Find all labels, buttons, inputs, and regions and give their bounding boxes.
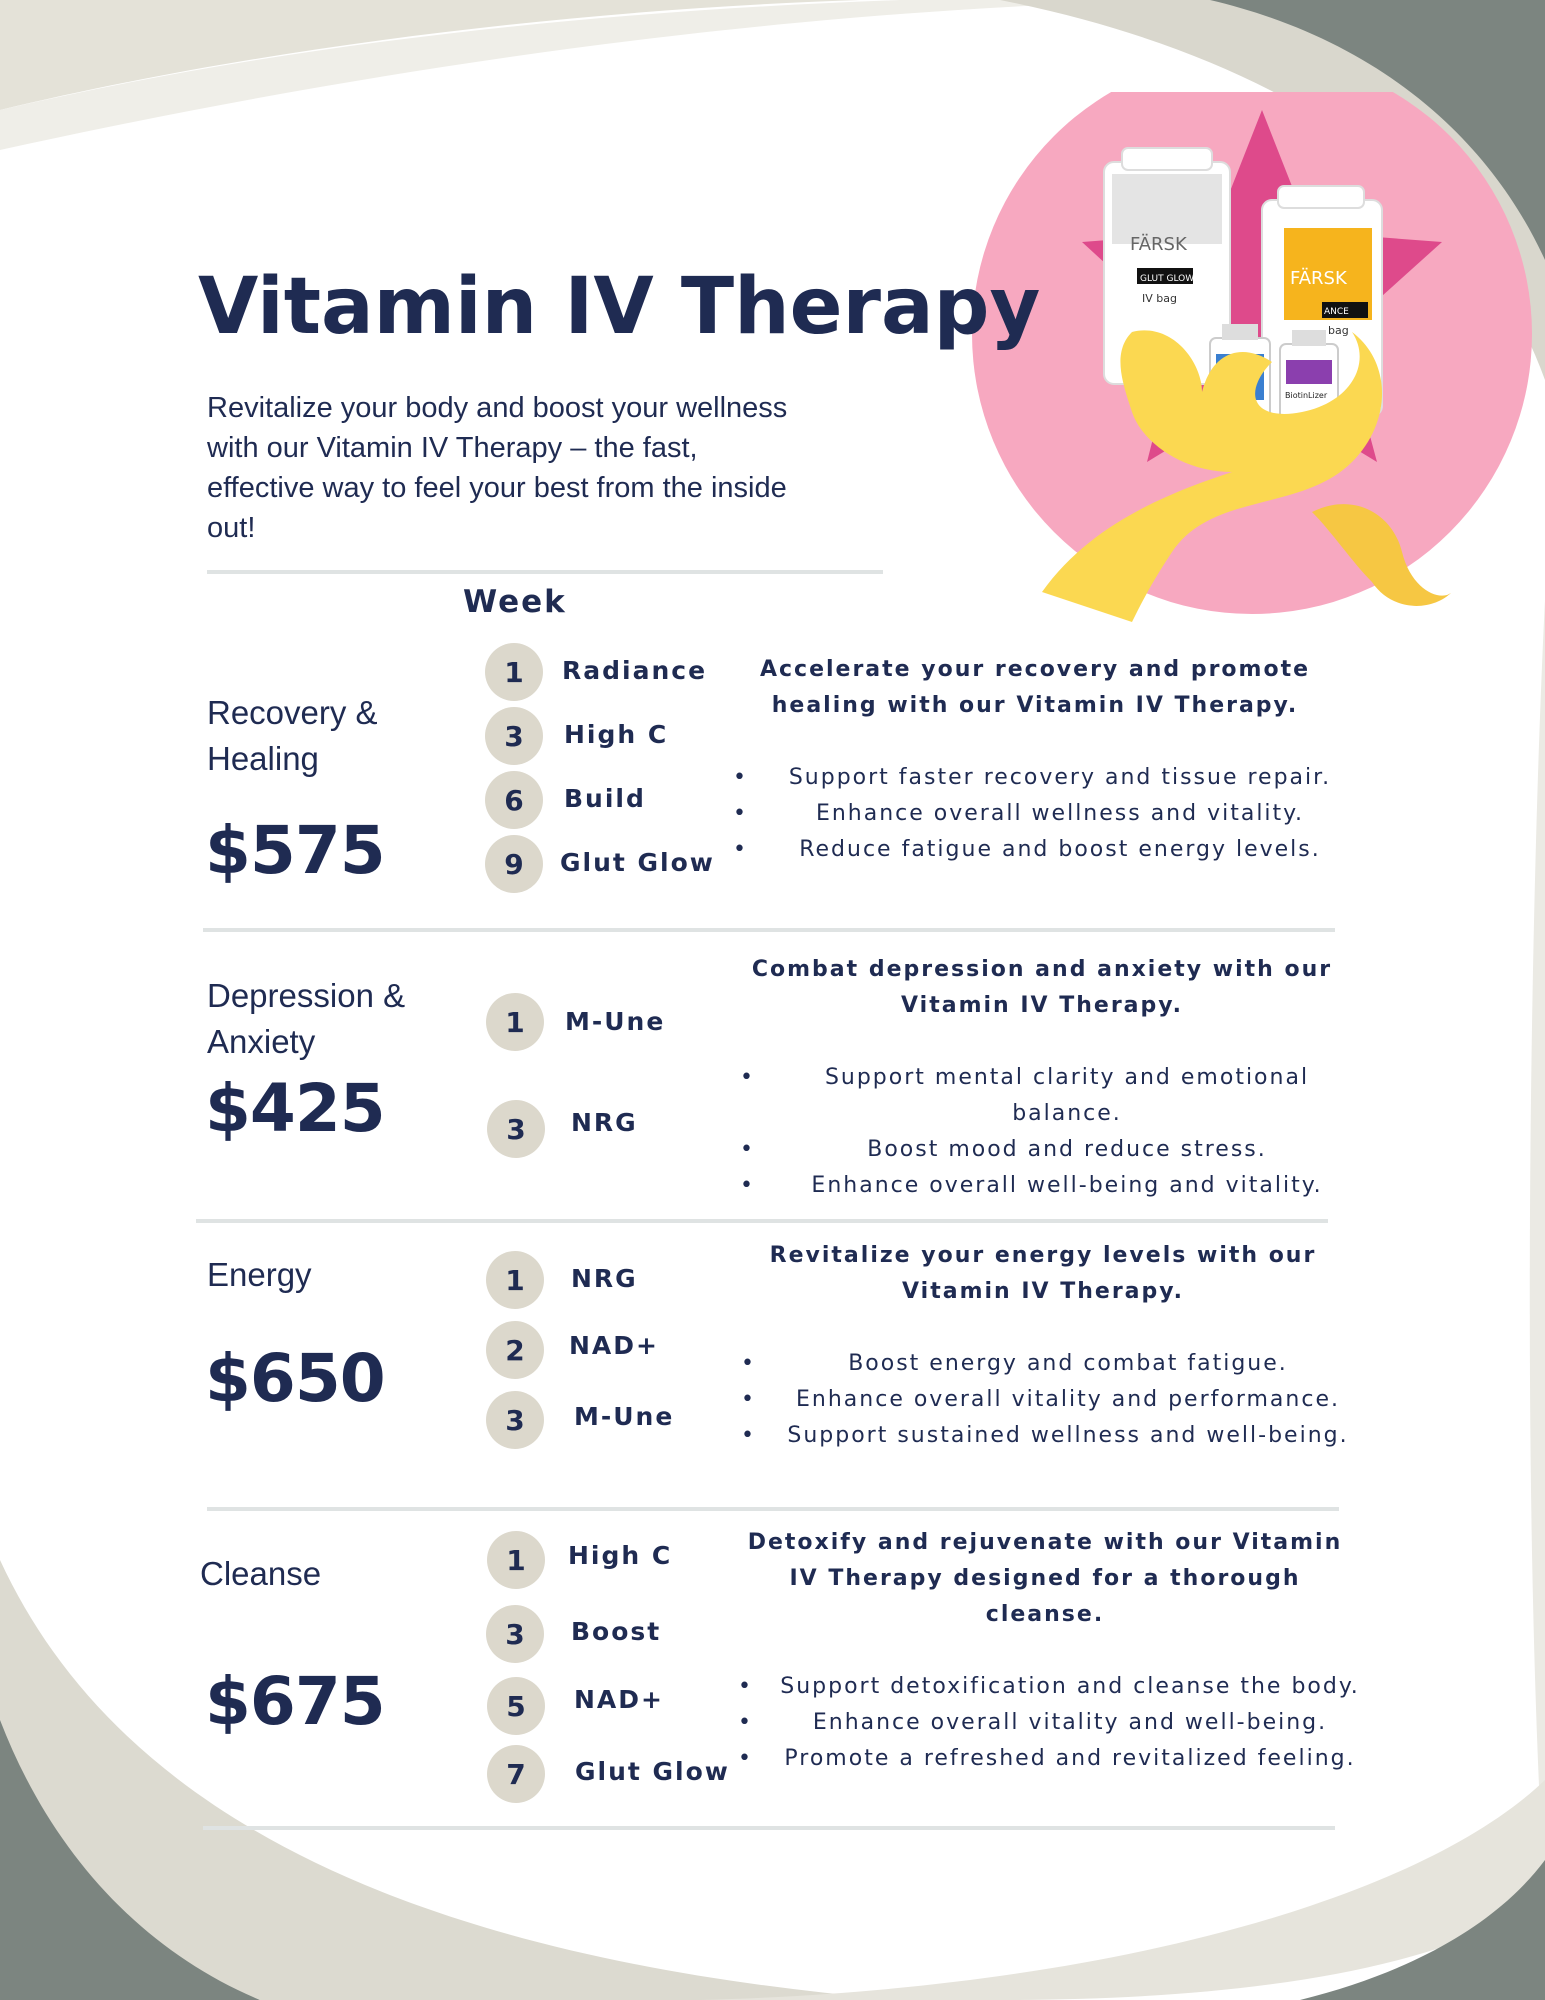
package-name: Energy [207, 1256, 312, 1293]
week-number-badge: 7 [487, 1745, 545, 1803]
week-treatment-label: Glut Glow [560, 848, 715, 877]
week-number-badge: 9 [485, 835, 543, 893]
page-title: Vitamin IV Therapy [198, 262, 1041, 352]
package-price: $425 [205, 1070, 385, 1147]
svg-text:BiotinLizer: BiotinLizer [1285, 391, 1328, 400]
section-divider [203, 1826, 1335, 1830]
package-description [733, 1238, 1353, 1454]
svg-text:GLUT GLOW: GLUT GLOW [1140, 274, 1195, 284]
package-price: $650 [205, 1340, 385, 1417]
week-treatment-label: NAD+ [569, 1331, 659, 1360]
week-number-badge: 3 [486, 1605, 544, 1663]
iv-bags-illustration [972, 92, 1532, 622]
week-number-badge: 6 [485, 771, 543, 829]
description-intro: Revitalize your energy levels with our Vitamin IV Therapy. [769, 1243, 1317, 1304]
week-number-badge: 1 [486, 993, 544, 1051]
benefit-item: • Boost energy and combat fatigue. [741, 1351, 1288, 1376]
week-treatment-label: High C [568, 1541, 673, 1570]
benefit-item: • Support faster recovery and tissue repair. [733, 765, 1332, 790]
benefit-item: • Support mental clarity and emotional balance. [740, 1065, 1310, 1126]
week-number-badge: 3 [487, 1100, 545, 1158]
week-treatment-label: Build [564, 784, 646, 813]
package-description [725, 652, 1345, 868]
svg-text:FÄRSK: FÄRSK [1130, 234, 1187, 255]
svg-text:FÄRSK: FÄRSK [1290, 268, 1347, 289]
svg-text:IV bag: IV bag [1142, 292, 1177, 305]
benefit-item: • Promote a refreshed and revitalized feeling. [738, 1746, 1356, 1771]
package-name: Depression & Anxiety [207, 977, 406, 1060]
header-divider [207, 570, 883, 574]
svg-text:ANCE: ANCE [1324, 307, 1349, 317]
benefit-item: • Enhance overall wellness and vitality. [733, 801, 1305, 826]
week-number-badge: 1 [487, 1531, 545, 1589]
section-divider [207, 1507, 1339, 1511]
benefit-item: • Boost mood and reduce stress. [740, 1137, 1267, 1162]
svg-text:bag: bag [1328, 324, 1349, 337]
week-treatment-label: Boost [571, 1617, 662, 1646]
week-treatment-label: NRG [571, 1264, 638, 1293]
section-divider [196, 1219, 1328, 1223]
benefit-item: • Support sustained wellness and well-being. [741, 1423, 1349, 1448]
week-treatment-label: M-Une [574, 1402, 675, 1431]
week-treatment-label: NAD+ [574, 1685, 664, 1714]
week-column-header: Week [463, 584, 567, 620]
week-treatment-label: NRG [571, 1108, 638, 1137]
package-description [732, 952, 1352, 1204]
package-name: Recovery & Healing [207, 694, 378, 777]
week-treatment-label: High C [564, 720, 669, 749]
package-name: Cleanse [200, 1555, 322, 1592]
week-treatment-label: Radiance [562, 656, 708, 685]
week-number-badge: 3 [486, 1391, 544, 1449]
week-number-badge: 1 [486, 1251, 544, 1309]
package-price: $575 [205, 812, 385, 889]
benefit-item: • Enhance overall vitality and performance. [741, 1387, 1340, 1412]
benefit-item: • Support detoxification and cleanse the body. [738, 1674, 1360, 1699]
week-treatment-label: Glut Glow [575, 1757, 730, 1786]
week-number-badge: 1 [485, 643, 543, 701]
section-divider [203, 928, 1335, 932]
package-description [730, 1525, 1360, 1777]
package-price: $675 [205, 1663, 385, 1740]
benefit-item: • Enhance overall vitality and well-being. [738, 1710, 1328, 1735]
week-treatment-label: M-Une [565, 1007, 666, 1036]
description-intro: Accelerate your recovery and promote healing with our Vitamin IV Therapy. [759, 657, 1311, 718]
week-number-badge: 5 [487, 1677, 545, 1735]
week-number-badge: 2 [486, 1321, 544, 1379]
description-intro: Combat depression and anxiety with our Vitamin IV Therapy. [751, 957, 1333, 1018]
benefit-item: • Enhance overall well-being and vitality. [740, 1173, 1323, 1198]
description-intro: Detoxify and rejuvenate with our Vitamin IV Therapy designed for a thorough cleanse. [747, 1530, 1343, 1627]
benefit-item: • Reduce fatigue and boost energy levels. [733, 837, 1321, 862]
page-subtitle: Revitalize your body and boost your wellness with our Vitamin IV Therapy – the fast, effective way to feel your best from the inside out! [207, 392, 788, 544]
week-number-badge: 3 [485, 707, 543, 765]
